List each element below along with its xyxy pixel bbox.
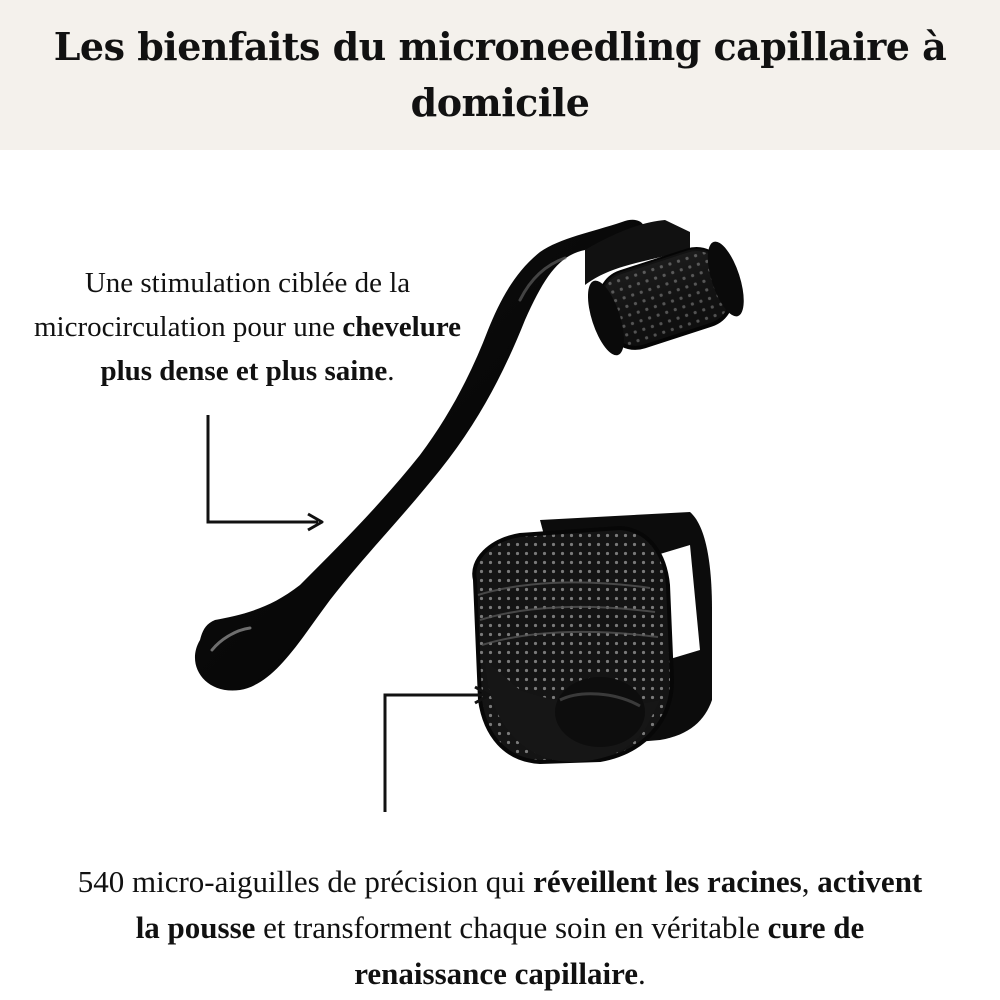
- roller-head-closeup-image: [474, 512, 712, 762]
- callout-bold: réveillent les racines: [533, 864, 802, 899]
- page-title: Les bienfaits du microneedling capillaire à domicile: [53, 24, 947, 125]
- callout-text: ,: [801, 864, 818, 899]
- callout-text: 540 micro-aiguilles de précision qui: [77, 864, 534, 899]
- callout-text: Une stimulation ciblée de la microcirculation pour une: [33, 267, 411, 343]
- arrow-bottom: [385, 687, 489, 812]
- callout-bold: cure de renaissance capillaire: [354, 910, 865, 991]
- arrow-top: [208, 415, 322, 530]
- callout-text: .: [387, 355, 395, 387]
- product-illustration: [0, 150, 1000, 1000]
- callout-bold: chevelure plus dense et plus saine: [100, 311, 462, 387]
- callout-bold: activent la pousse: [135, 864, 923, 945]
- header-banner: [0, 0, 1000, 150]
- callout-text: et transforment chaque soin en véritable: [255, 910, 768, 945]
- callout-text: .: [638, 956, 646, 991]
